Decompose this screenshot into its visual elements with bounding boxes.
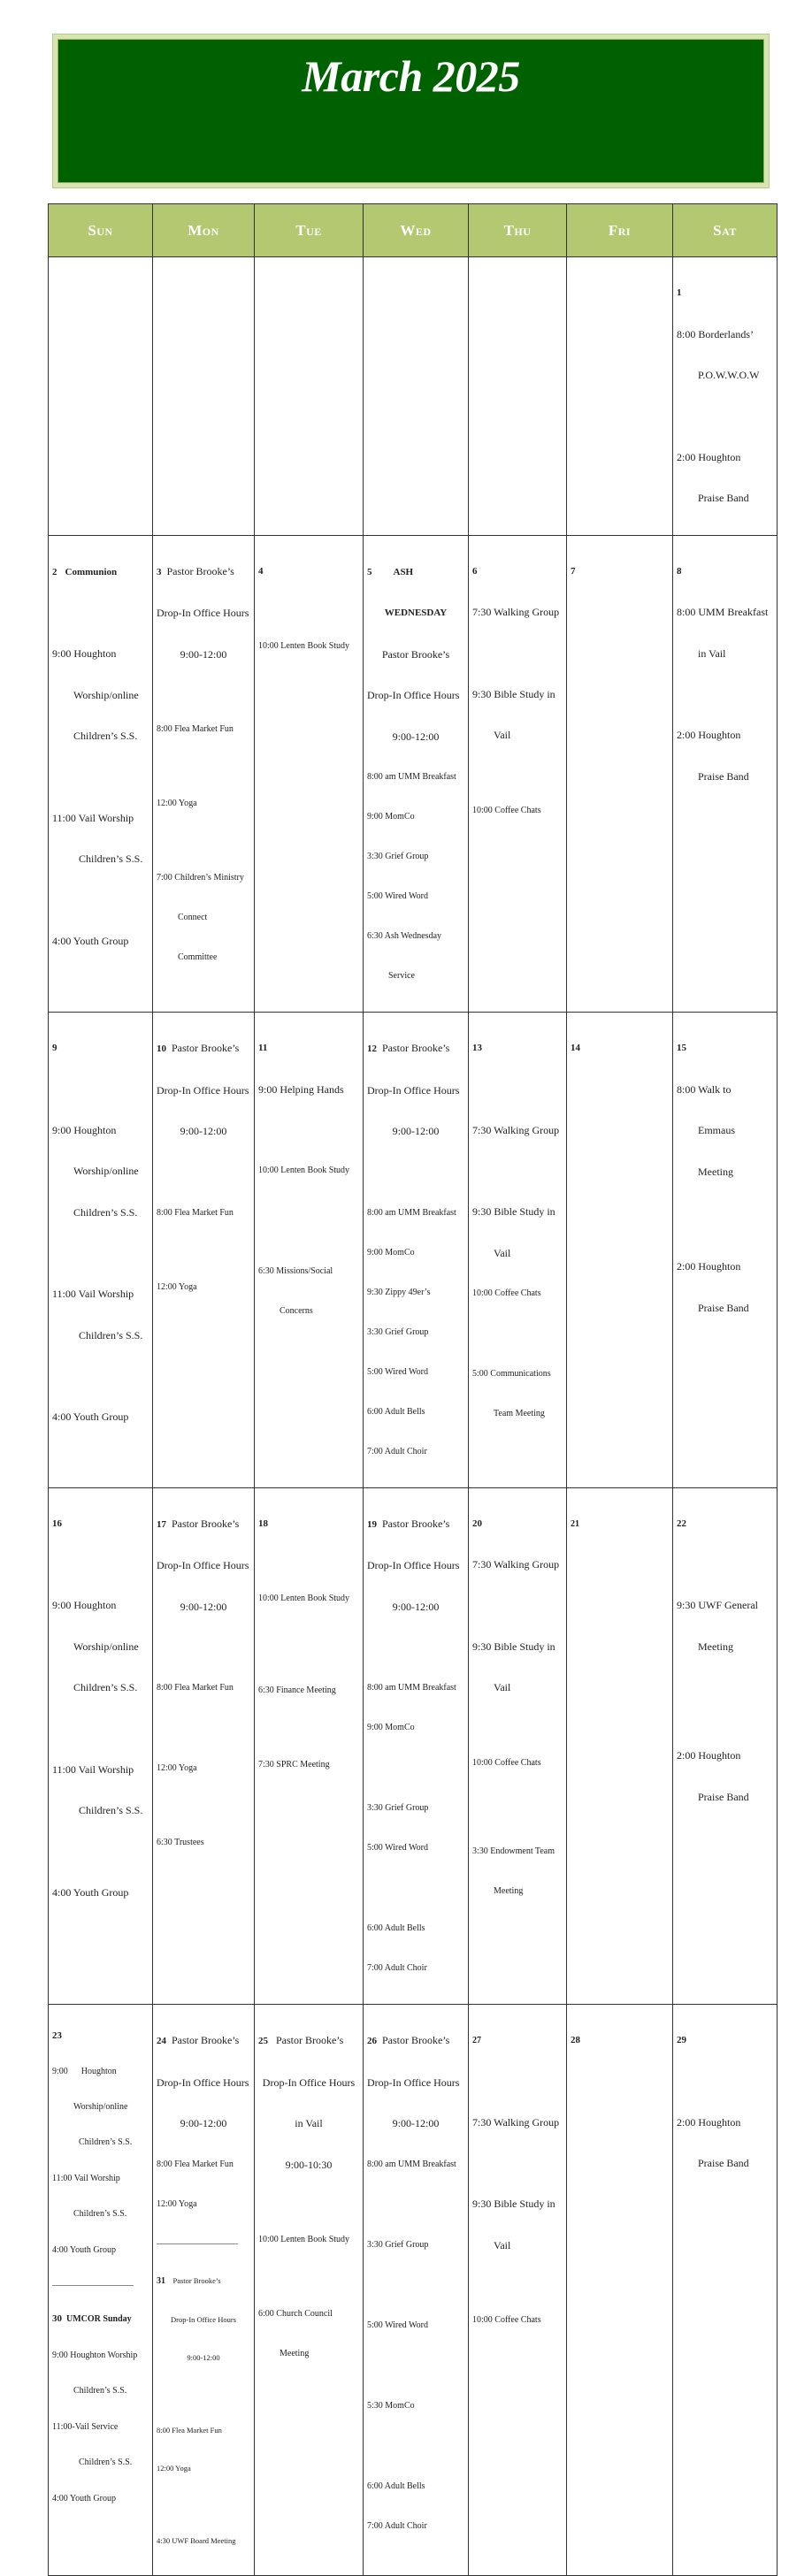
weekday-sat: Sat [673,204,778,257]
day-cell-empty [153,257,255,536]
day-number: 17 [157,1518,166,1530]
title-banner-fill [57,39,764,183]
event: 9:00-12:00 [180,1125,227,1137]
event: Drop-In Office Hours [367,2075,460,2089]
event: Children’s S.S. [79,852,143,865]
event: 4:00 Youth Group [52,2244,116,2255]
event: 2:00 Houghton [677,2115,741,2129]
event: Meeting [494,1885,524,1896]
day-number: 19 [367,1518,377,1530]
event: Worship/online [73,1165,139,1177]
event: 6:00 Adult Bells [367,1923,425,1933]
event: Emmaus [698,1124,735,1136]
weekday-fri: Fri [567,204,673,257]
event: Concerns [280,1306,313,1316]
event: 8:00 Flea Market Fun [157,2425,222,2435]
day-heading: WEDNESDAY [384,608,448,618]
event: 12:00 Yoga [157,1281,197,1292]
event: 10:00 Lenten Book Study [258,641,350,651]
event: 9:00-12:00 [180,1600,227,1613]
event: 9:00-10:30 [285,2158,333,2171]
title-banner [52,34,770,188]
event: 9:00-12:00 [180,2117,227,2129]
event: 6:30 Ash Wednesday [367,931,442,941]
day-number: 24 [157,2036,166,2046]
event: 9:30 Bible Study in [472,1640,555,1653]
day-cell-6 [469,535,567,1013]
event: Children’s S.S. [73,2386,127,2396]
event: 9:30 UWF General [677,1599,758,1611]
week-row [49,257,778,536]
event: Pastor Brooke’s [382,2034,450,2046]
event: 5:00 Wired Word [367,2320,428,2330]
day-cell-empty [567,257,673,536]
day-cell-19 [364,1487,469,2005]
day-cell-empty [469,257,567,536]
event: Drop-In Office Hours [171,2314,236,2324]
event: 5:00 Communications [472,1369,551,1379]
event: Pastor Brooke’s [381,647,450,661]
day-number: 14 [571,1043,580,1053]
event: 3:30 Grief Group [367,1326,429,1337]
day-number: 23 [52,2030,62,2041]
event: 3:30 Grief Group [367,2239,429,2250]
weekday-wed: Wed [364,204,469,257]
event: Drop-In Office Hours [157,607,249,619]
event: Team Meeting [494,1409,545,1418]
day-cell-20 [469,1487,567,2005]
event: 9:00 Houghton [52,1599,117,1611]
event: 7:30 Walking Group [472,2115,560,2129]
event: 11:00-Vail Service [52,2421,119,2432]
event: Vail [494,1246,511,1259]
event: 4:30 UWF Board Meeting [157,2535,236,2545]
day-number: 3 [157,566,162,577]
event: 9:00 Houghton [52,647,117,660]
day-number: 27 [472,2036,481,2045]
event: 8:00 Flea Market Fun [157,1683,234,1693]
event: 8:00 Flea Market Fun [157,1207,234,1218]
event: 8:00 UMM Breakfast [677,606,769,618]
day-cell-empty [364,257,469,536]
event: Meeting [698,1165,733,1178]
event: 10:00 Coffee Chats [472,2315,541,2325]
event: 3:30 Grief Group [367,852,429,861]
event: Pastor Brooke’s [172,2275,221,2285]
weekday-mon: Mon [153,204,255,257]
event: Drop-In Office Hours [367,689,460,701]
day-number: 10 [157,1043,166,1054]
day-cell-11 [255,1013,364,1488]
event: 9:30 Bible Study in [472,687,555,700]
day-number: 25 [258,2036,268,2046]
day-cell-empty [49,257,153,536]
day-number: 15 [677,1043,686,1053]
page-title: March 2025 [302,51,520,101]
event: Drop-In Office Hours [367,1083,460,1097]
day-number: 4 [258,565,264,577]
event: 5:00 Wired Word [367,1843,428,1853]
day-number: 18 [258,1517,268,1529]
event: Pastor Brooke’s [276,2034,344,2046]
event: Worship/online [73,2101,128,2112]
event: Vail [494,1681,511,1693]
day-heading: ASH [393,566,414,577]
event: 9:00 MomCo [367,1723,415,1732]
event: 2:00 Houghton [677,1260,741,1273]
week-row [49,1487,778,2005]
day-number: 30 [52,2313,62,2324]
day-number: 22 [677,1517,686,1529]
day-number: 13 [472,1043,482,1053]
event: 12:00 Yoga [157,2463,191,2473]
event: 9:00 [52,2066,68,2076]
event: 9:00-12:00 [180,647,227,661]
event: 7:00 Adult Choir [367,2520,427,2531]
event: 12:00 Yoga [157,799,197,808]
event: 6:30 Missions/Social [258,1266,333,1276]
day-cell-10 [153,1013,255,1488]
weekday-tue: Tue [255,204,364,257]
event: Drop-In Office Hours [157,1083,249,1097]
day-heading: UMCOR Sunday [66,2314,132,2324]
day-number: 21 [571,1518,579,1529]
event: 6:30 Trustees [157,1838,204,1847]
day-number: 28 [571,2035,580,2045]
event: 9:30 Bible Study in [472,2198,555,2210]
day-cell-16 [49,1487,153,2005]
event: 10:00 Lenten Book Study [258,1166,350,1175]
day-number: 1 [677,287,682,298]
event: Meeting [280,2349,310,2358]
day-cell-7 [567,535,673,1013]
day-number: 11 [258,1043,268,1053]
event: 9:00-12:00 [392,1600,440,1613]
day-number: 31 [157,2275,165,2286]
event: 10:00 Lenten Book Study [258,1594,350,1603]
event: 7:30 Walking Group [472,606,560,618]
weekday-sun: Sun [49,204,153,257]
day-number: 9 [52,1043,57,1053]
event: Houghton [80,2066,117,2076]
event: 8:00 Flea Market Fun [157,2159,234,2169]
event: 7:00 Adult Choir [367,1963,427,1973]
day-number: 8 [677,565,682,577]
event: 10:00 Coffee Chats [472,1757,541,1768]
event: 11:00 Vail Worship [52,1288,134,1300]
event: Pastor Brooke’s [166,564,234,577]
day-cell-5 [364,535,469,1013]
day-number: 29 [677,2035,686,2045]
day-cell-12 [364,1013,469,1488]
event: Meeting [698,1640,733,1653]
event: Drop-In Office Hours [157,1559,249,1571]
event: Praise Band [698,1301,749,1314]
day-cell-18 [255,1487,364,2005]
day-number: 5 [367,566,372,577]
event: 7:00 Children’s Ministry [157,873,244,883]
event: Children’s S.S. [79,1328,143,1342]
event: 9:30 Bible Study in [472,1205,555,1218]
day-number: 12 [367,1043,377,1054]
day-number: 26 [367,2036,377,2046]
event: in Vail [295,2117,323,2129]
event: 11:00 Vail Worship [52,1762,134,1776]
event: Children’s S.S. [73,1681,138,1693]
event: 6:00 Church Council [258,2309,333,2319]
event: 3:30 Endowment Team [472,1846,555,1856]
day-cell-21 [567,1487,673,2005]
event: 6:00 Adult Bells [367,2480,425,2491]
event: 8:00 am UMM Breakfast [367,1683,456,1693]
day-cell-empty [255,257,364,536]
event: 7:30 SPRC Meeting [258,1760,330,1770]
week-row [49,1013,778,1488]
event: 10:00 Coffee Chats [472,805,541,815]
event: 8:00 Flea Market Fun [157,724,234,734]
event: P.O.W.W.O.W [698,369,760,381]
event: 3:30 Grief Group [367,1803,429,1813]
event: 5:30 MomCo [367,2400,415,2411]
event: 8:00 Borderlands’ [677,327,754,340]
event: Children’s S.S. [73,730,138,742]
event: Worship/online [73,688,139,701]
event: Worship/online [73,1640,139,1653]
event: 4:00 Youth Group [52,1410,129,1423]
day-cell-27 [469,2005,567,2576]
day-number: 6 [472,565,478,577]
event: 9:00 Houghton [52,1123,117,1136]
event: Pastor Brooke’s [172,1042,240,1054]
weekday-header-row [49,204,778,257]
event: Praise Band [698,1790,749,1803]
event: 8:00 am UMM Breakfast [367,772,456,782]
event: Praise Band [698,2157,749,2169]
day-cell-28 [567,2005,673,2576]
event: Pastor Brooke’s [382,1042,450,1054]
day-cell-13 [469,1013,567,1488]
calendar-grid [48,203,778,2576]
day-cell-24-31 [153,2005,255,2576]
event: 9:00 MomCo [367,1247,415,1257]
event: in Vail [698,646,726,660]
event: 9:00-12:00 [392,1125,440,1137]
event: 9:00-12:00 [187,2352,220,2362]
event: Children’s S.S. [73,2209,127,2219]
event: 9:00-12:00 [392,730,440,743]
event: 5:00 Wired Word [367,891,428,901]
day-cell-2 [49,535,153,1013]
day-number: 2 [52,566,57,577]
event: Children’s S.S. [79,2458,133,2467]
event: Pastor Brooke’s [382,1517,450,1530]
weekday-thu: Thu [469,204,567,257]
week-row [49,2005,778,2576]
day-cell-26 [364,2005,469,2576]
event: Vail [494,729,511,741]
event: 9:00 MomCo [367,812,415,822]
event: Committee [178,952,218,962]
event: Drop-In Office Hours [157,2075,249,2089]
event: 2:00 Houghton [677,729,741,741]
event: Children’s S.S. [73,1205,138,1219]
event: 12:00 Yoga [157,1763,197,1773]
event: 9:00 Houghton Worship [52,2350,138,2360]
event: Drop-In Office Hours [262,2075,356,2089]
day-cell-25 [255,2005,364,2576]
event: 9:00-12:00 [392,2117,440,2129]
event: 2:00 Houghton [677,1749,741,1762]
day-cell-23-30 [49,2005,153,2576]
day-cell-14 [567,1013,673,1488]
event: 10:00 Lenten Book Study [258,2235,350,2244]
event: 11:00 Vail Worship [52,2173,120,2183]
event: 5:00 Wired Word [367,1366,428,1377]
event: 11:00 Vail Worship [52,811,134,824]
week-row [49,535,778,1013]
event: 8:00 Walk to [677,1082,732,1096]
event: 7:30 Walking Group [472,1123,560,1136]
day-cell-3 [153,535,255,1013]
event: Children’s S.S. [79,1804,143,1816]
event: Pastor Brooke’s [172,2034,240,2046]
divider [52,2285,134,2286]
event: 10:00 Coffee Chats [472,1288,541,1298]
event: 8:00 am UMM Breakfast [367,2159,456,2169]
day-number: 7 [571,565,576,577]
day-cell-1 [673,257,778,536]
event: 2:00 Houghton [677,450,741,463]
event: Drop-In Office Hours [367,1559,460,1571]
event: 7:30 Walking Group [472,1558,560,1571]
day-cell-9 [49,1013,153,1488]
event: 4:00 Youth Group [52,1885,129,1899]
event: Praise Band [698,769,749,783]
day-cell-8 [673,535,778,1013]
event: Vail [494,2238,511,2251]
event: Pastor Brooke’s [172,1517,240,1530]
event: 6:30 Finance Meeting [258,1685,336,1695]
event: 6:00 Adult Bells [367,1406,425,1417]
event: 8:00 am UMM Breakfast [367,1207,456,1218]
divider [157,2243,238,2244]
day-cell-4 [255,535,364,1013]
event: 12:00 Yoga [157,2198,197,2209]
event: 4:00 Youth Group [52,934,129,947]
day-cell-15 [673,1013,778,1488]
event: 9:30 Zippy 49er’s [367,1287,431,1297]
event: Children’s S.S. [79,2137,133,2147]
day-cell-22 [673,1487,778,2005]
day-cell-29 [673,2005,778,2576]
day-cell-17 [153,1487,255,2005]
day-heading: Communion [65,566,118,577]
day-number: 16 [52,1517,62,1529]
event: 4:00 Youth Group [52,2493,116,2503]
event: Connect [178,913,208,922]
event: Praise Band [698,492,749,504]
event: 9:00 Helping Hands [258,1082,344,1096]
day-number: 20 [472,1517,482,1529]
event: 7:00 Adult Choir [367,1446,427,1456]
event: Service [388,971,415,981]
